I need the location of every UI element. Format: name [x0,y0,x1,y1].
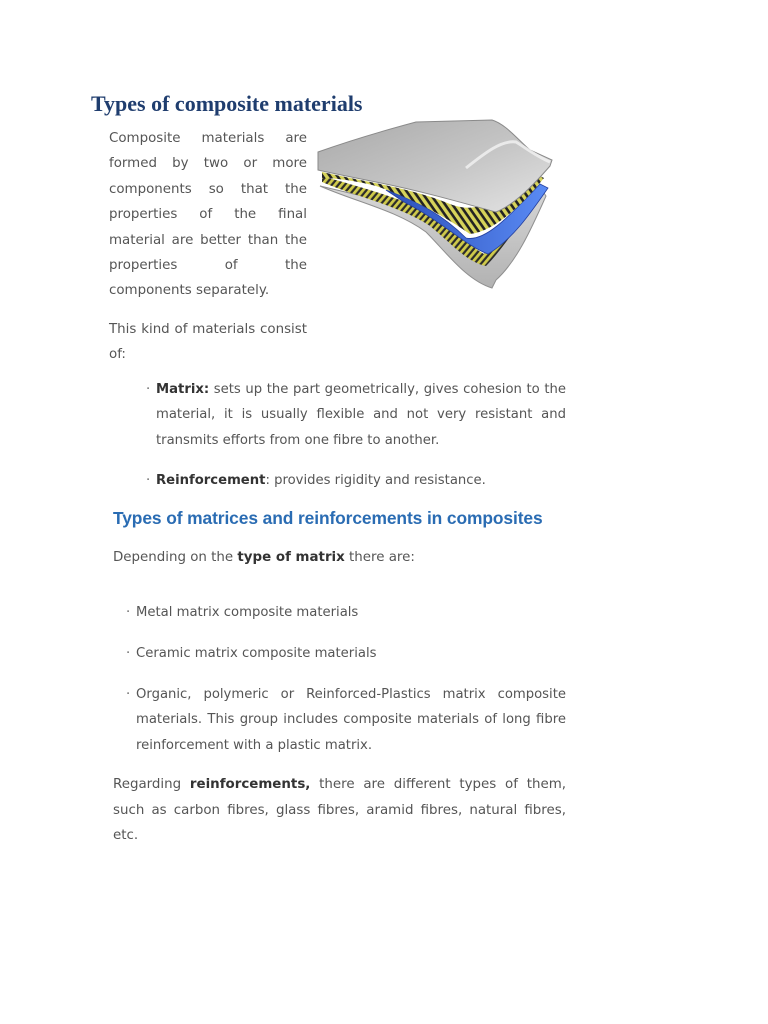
bullet-icon: · [126,686,131,702]
section-heading: Types of matrices and reinforcements in composites [113,508,543,528]
list-item [146,377,566,453]
list-item-text: Metal matrix composite materials [136,605,359,620]
closing-emphasis: reinforcements, [189,777,311,792]
term-description: sets up the part geometrically, gives cohesion to the material, it is usually flexible and not very resistant and transmits efforts from one fibre to another. [156,382,566,448]
section-lead [113,545,573,570]
bullet-icon: · [146,473,151,489]
components-list [146,377,566,494]
closing-paragraph [113,772,566,849]
lead-emphasis: type of matrix [237,550,345,565]
list-item-text: Organic, polymeric or Reinforced-Plastics matrix composite materials. This group includes composite materials of long fibre reinforcement with a plastic matrix. [136,686,566,753]
list-item [126,600,566,625]
bullet-icon: · [126,605,131,620]
lead-text: Depending on the [113,550,238,565]
closing-text: there are different types of them, such as carbon fibres, glass fibres, aramid fibres, natural fibres, etc. [113,777,566,844]
matrix-types-list [126,600,566,758]
list-item [126,641,566,666]
page-title: Types of composite materials [91,91,363,116]
term-label: Reinforcement [156,473,266,489]
intro-text [109,126,307,368]
bullet-icon: · [146,382,151,397]
intro-paragraph: Composite materials are formed by two or more components so that the properties of the final material are better than the properties of the components separately. [109,131,307,299]
list-item [146,468,566,493]
closing-text: Regarding [113,777,190,792]
bullet-icon: · [126,645,131,661]
term-description: : provides rigidity and resistance. [265,473,486,489]
composite-layers-illustration [316,112,556,294]
lead-text: there are: [344,550,415,565]
term-label: Matrix: [156,382,210,397]
list-item-text: Ceramic matrix composite materials [136,645,377,661]
list-item [126,682,566,758]
intro-paragraph: This kind of materials consist of: [109,321,307,363]
